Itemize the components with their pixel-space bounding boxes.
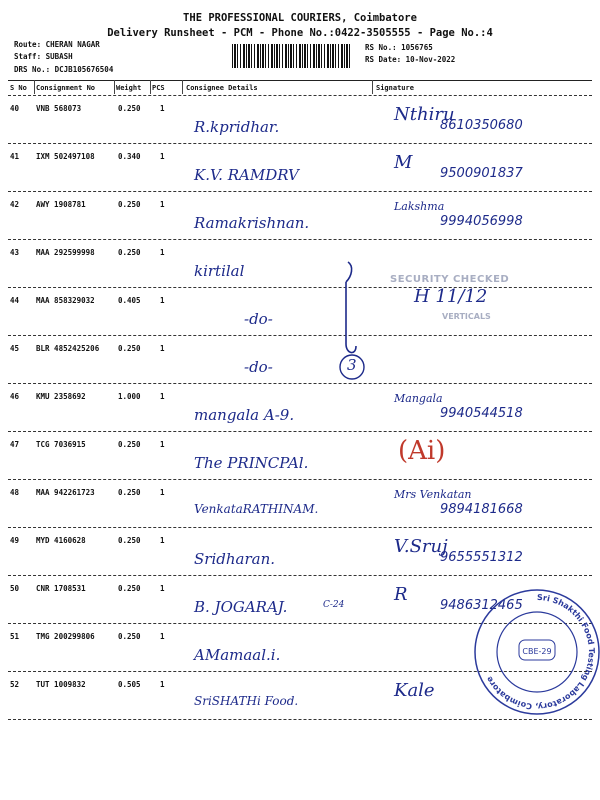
table-row <box>8 432 592 480</box>
row-sno: 40 <box>10 104 20 113</box>
row-weight: 0.250 <box>118 488 141 497</box>
row-consignment-no: MAA 942261723 <box>36 488 95 497</box>
col-pcs: PCS <box>152 84 165 92</box>
row-weight: 0.250 <box>118 200 141 209</box>
row-signature: R <box>394 584 408 605</box>
row-sno: 45 <box>10 344 20 353</box>
table-header <box>8 80 592 96</box>
row-phone-number: 9486312465 <box>440 598 523 613</box>
row-pcs: 1 <box>160 344 165 353</box>
stamp-centre-text: CBE-29 <box>522 647 552 656</box>
row-phone-number: 8610350680 <box>440 118 523 133</box>
row-consignee-handwritten: mangala A-9. <box>194 406 295 424</box>
row-phone-number: 9655551312 <box>440 550 523 565</box>
divider <box>34 80 35 94</box>
lab-round-stamp <box>473 578 600 726</box>
row-pcs: 1 <box>160 632 165 641</box>
row-consignee-handwritten: R.kpridhar. <box>194 118 280 136</box>
col-consignment: Consignment No <box>36 84 96 92</box>
row-consignment-no: AWY 1908781 <box>36 200 86 209</box>
row-consignee-handwritten: Sridharan. <box>194 550 275 568</box>
row-weight: 0.405 <box>118 296 141 305</box>
row-sno: 48 <box>10 488 20 497</box>
row-phone-number: 9940544518 <box>440 406 523 421</box>
row-consignment-no: BLR 4852425206 <box>36 344 100 353</box>
row-consignment-no: TUT 1009832 <box>36 680 86 689</box>
row-consignment-no: IXM 502497108 <box>36 152 95 161</box>
row-consignee-handwritten: B. JOGARAJ. <box>194 598 288 616</box>
divider <box>372 80 373 94</box>
row-consignee-handwritten: -do- <box>244 358 273 376</box>
barcode <box>232 44 350 68</box>
staff-label: Staff: SUBASH <box>14 52 73 61</box>
table-row <box>8 96 592 144</box>
consignee-note: C-24 <box>323 600 345 610</box>
row-signature: Kale <box>394 680 435 701</box>
row-signature: Mrs Venkatan <box>394 488 472 501</box>
row-consignee-handwritten: SriSHATHi Food. <box>194 694 299 708</box>
row-sno: 41 <box>10 152 20 161</box>
row-consignment-no: MAA 858329032 <box>36 296 95 305</box>
row-pcs: 1 <box>160 200 165 209</box>
row-consignment-no: MYD 4160628 <box>36 536 86 545</box>
row-consignment-no: MAA 292599998 <box>36 248 95 257</box>
row-consignee-handwritten: AMamaal.i. <box>194 646 281 664</box>
row-sno: 42 <box>10 200 20 209</box>
row-pcs: 1 <box>160 296 165 305</box>
row-weight: 0.250 <box>118 344 141 353</box>
table-row <box>8 336 592 384</box>
row-signature: M <box>394 152 413 173</box>
row-sno: 44 <box>10 296 20 305</box>
initials-43-45: H 11/12 <box>414 286 488 307</box>
divider <box>150 80 151 94</box>
row-pcs: 1 <box>160 488 165 497</box>
row-signature: (Ai) <box>398 436 446 466</box>
table-row <box>8 384 592 432</box>
row-pcs: 1 <box>160 248 165 257</box>
row-consignee-handwritten: K.V. RAMDRV <box>194 166 299 184</box>
row-weight: 0.250 <box>118 584 141 593</box>
table-row <box>8 192 592 240</box>
row-pcs: 1 <box>160 584 165 593</box>
row-pcs: 1 <box>160 104 165 113</box>
table-row <box>8 528 592 576</box>
row-phone-number: 9500901837 <box>440 166 523 181</box>
row-consignment-no: TCG 7036915 <box>36 440 86 449</box>
rs-number: RS No.: 1056765 <box>365 43 433 52</box>
row-pcs: 1 <box>160 680 165 689</box>
row-sno: 51 <box>10 632 20 641</box>
col-sno: S No <box>10 84 27 92</box>
row-pcs: 1 <box>160 152 165 161</box>
row-signature: Mangala <box>394 392 443 405</box>
row-weight: 0.505 <box>118 680 141 689</box>
row-consignment-no: CNR 1708531 <box>36 584 86 593</box>
col-signature: Signature <box>376 84 414 92</box>
row-consignment-no: TMG 200299806 <box>36 632 95 641</box>
rs-date: RS Date: 10-Nov-2022 <box>365 55 456 64</box>
table-row <box>8 480 592 528</box>
row-sno: 50 <box>10 584 20 593</box>
row-weight: 0.250 <box>118 632 141 641</box>
row-weight: 0.250 <box>118 440 141 449</box>
row-signature: Lakshma <box>394 200 445 213</box>
row-consignee-handwritten: The PRINCPAl. <box>194 454 309 472</box>
row-signature: Nthiru <box>394 104 455 125</box>
company-title: THE PROFESSIONAL COURIERS, Coimbatore <box>183 12 417 24</box>
row-consignment-no: VNB 568073 <box>36 104 82 113</box>
table-row <box>8 144 592 192</box>
row-sno: 52 <box>10 680 20 689</box>
row-weight: 0.340 <box>118 152 141 161</box>
divider <box>114 80 115 94</box>
stamp-line-2: VERTICALS <box>442 312 491 321</box>
row-pcs: 1 <box>160 392 165 401</box>
row-weight: 0.250 <box>118 248 141 257</box>
circled-number-text: 3 <box>347 356 357 374</box>
col-weight: Weight <box>116 84 142 92</box>
row-pcs: 1 <box>160 536 165 545</box>
row-sno: 49 <box>10 536 20 545</box>
stamp-line-1: SECURITY CHECKED <box>390 274 510 285</box>
col-consignee: Consignee Details <box>186 84 258 92</box>
row-consignee-handwritten: -do- <box>244 310 273 328</box>
drs-number: DRS No.: DCJB105676504 <box>14 65 114 74</box>
row-weight: 0.250 <box>118 104 141 113</box>
row-phone-number: 9994056998 <box>440 214 523 229</box>
row-weight: 0.250 <box>118 536 141 545</box>
row-pcs: 1 <box>160 440 165 449</box>
row-phone-number: 9894181668 <box>440 502 523 517</box>
row-sno: 47 <box>10 440 20 449</box>
row-consignment-no: KMU 2358692 <box>36 392 86 401</box>
row-consignee-handwritten: Ramakrishnan. <box>194 214 310 232</box>
row-consignee-handwritten: kirtilal <box>194 262 245 280</box>
row-sno: 46 <box>10 392 20 401</box>
row-signature: V.Sruj <box>394 536 448 557</box>
route-label: Route: CHERAN NAGAR <box>14 40 100 49</box>
row-weight: 1.000 <box>118 392 141 401</box>
row-consignee-handwritten: VenkataRATHINAM. <box>194 502 319 516</box>
divider <box>182 80 183 94</box>
row-sno: 43 <box>10 248 20 257</box>
stamp-ring-text: Sri Shakthi Food Testing Laboratory, Coimbatore <box>484 592 597 712</box>
runsheet-title: Delivery Runsheet - PCM - Phone No.:0422-3505555 - Page No.:4 <box>107 27 493 39</box>
